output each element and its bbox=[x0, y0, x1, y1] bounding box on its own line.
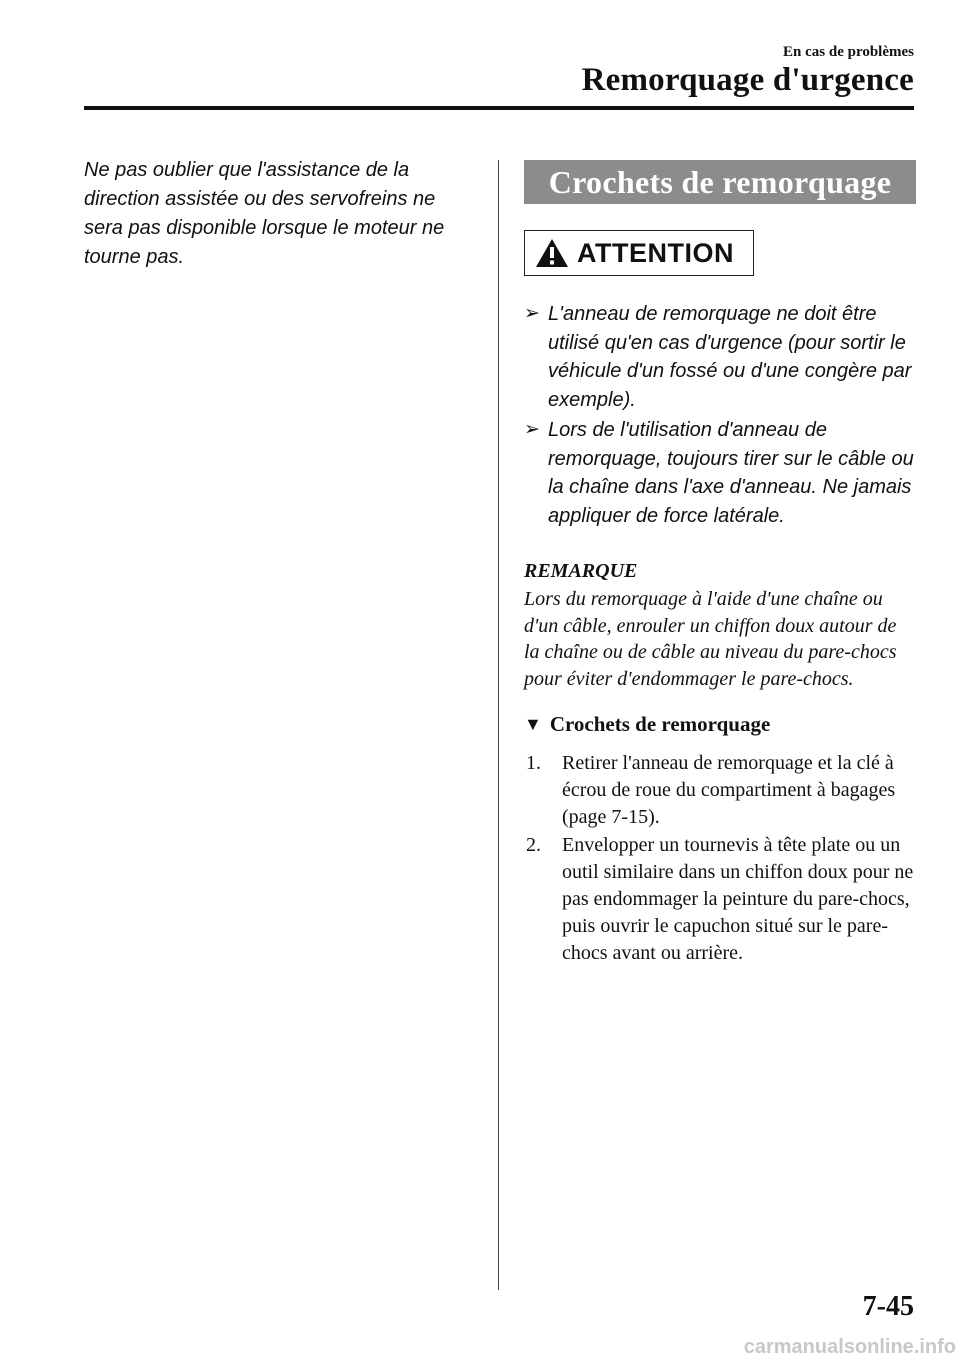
header-chapter: En cas de problèmes bbox=[783, 44, 914, 60]
column-divider bbox=[498, 160, 499, 1290]
note-heading: REMARQUE bbox=[524, 560, 638, 582]
section-banner: Crochets de remorquage bbox=[524, 160, 916, 204]
list-item bbox=[524, 416, 916, 530]
list-item bbox=[524, 300, 916, 414]
page-number: 7-45 bbox=[862, 1291, 914, 1322]
page-title: Remorquage d'urgence bbox=[581, 62, 914, 98]
list-item bbox=[524, 832, 916, 967]
watermark: carmanualsonline.info bbox=[743, 1336, 956, 1358]
arrow-bullet-icon: ➢ bbox=[524, 419, 540, 440]
arrow-bullet-icon: ➢ bbox=[524, 303, 540, 324]
attention-box bbox=[524, 230, 754, 276]
warning-text: L'anneau de remorquage ne doit être utilisé qu'en cas d'urgence (pour sortir le véhicule d'un fossé ou d'une congère par exemple). bbox=[548, 303, 912, 411]
left-column-text: Ne pas oublier que l'assistance de la direction assistée ou des servofreins ne sera pas disponible lorsque le moteur ne tourne pas. bbox=[84, 159, 445, 268]
subheading bbox=[524, 710, 916, 738]
left-column bbox=[84, 156, 476, 272]
header-rule bbox=[84, 106, 914, 110]
step-number: 1. bbox=[526, 752, 541, 774]
warning-triangle-icon bbox=[535, 238, 569, 268]
list-item bbox=[524, 750, 916, 831]
step-text: Retirer l'anneau de remorquage et la clé à écrou de roue du compartiment à bagages (page 7-15). bbox=[562, 752, 896, 828]
step-text: Envelopper un tournevis à tête plate ou un outil similaire dans un chiffon doux pour ne pas endommager la peinture du pare-chocs, puis ouvrir le capuchon situé sur le pare-chocs avant ou arrière. bbox=[562, 834, 914, 964]
right-column bbox=[524, 160, 916, 968]
warning-text: Lors de l'utilisation d'anneau de remorquage, toujours tirer sur le câble ou la chaîne dans l'axe d'anneau. Ne jamais appliquer de force latérale. bbox=[548, 419, 914, 527]
attention-label: ATTENTION bbox=[577, 237, 734, 268]
subheading-label: Crochets de remorquage bbox=[549, 712, 771, 736]
warning-list bbox=[524, 300, 916, 530]
steps-list bbox=[524, 750, 916, 967]
note-body: Lors du remorquage à l'aide d'une chaîne ou d'un câble, enrouler un chiffon doux autour de la chaîne ou de câble au niveau du pare-chocs pour éviter d'endommager le pare-chocs. bbox=[524, 588, 897, 690]
triangle-down-icon: ▼ bbox=[524, 714, 542, 734]
step-number: 2. bbox=[526, 834, 541, 856]
